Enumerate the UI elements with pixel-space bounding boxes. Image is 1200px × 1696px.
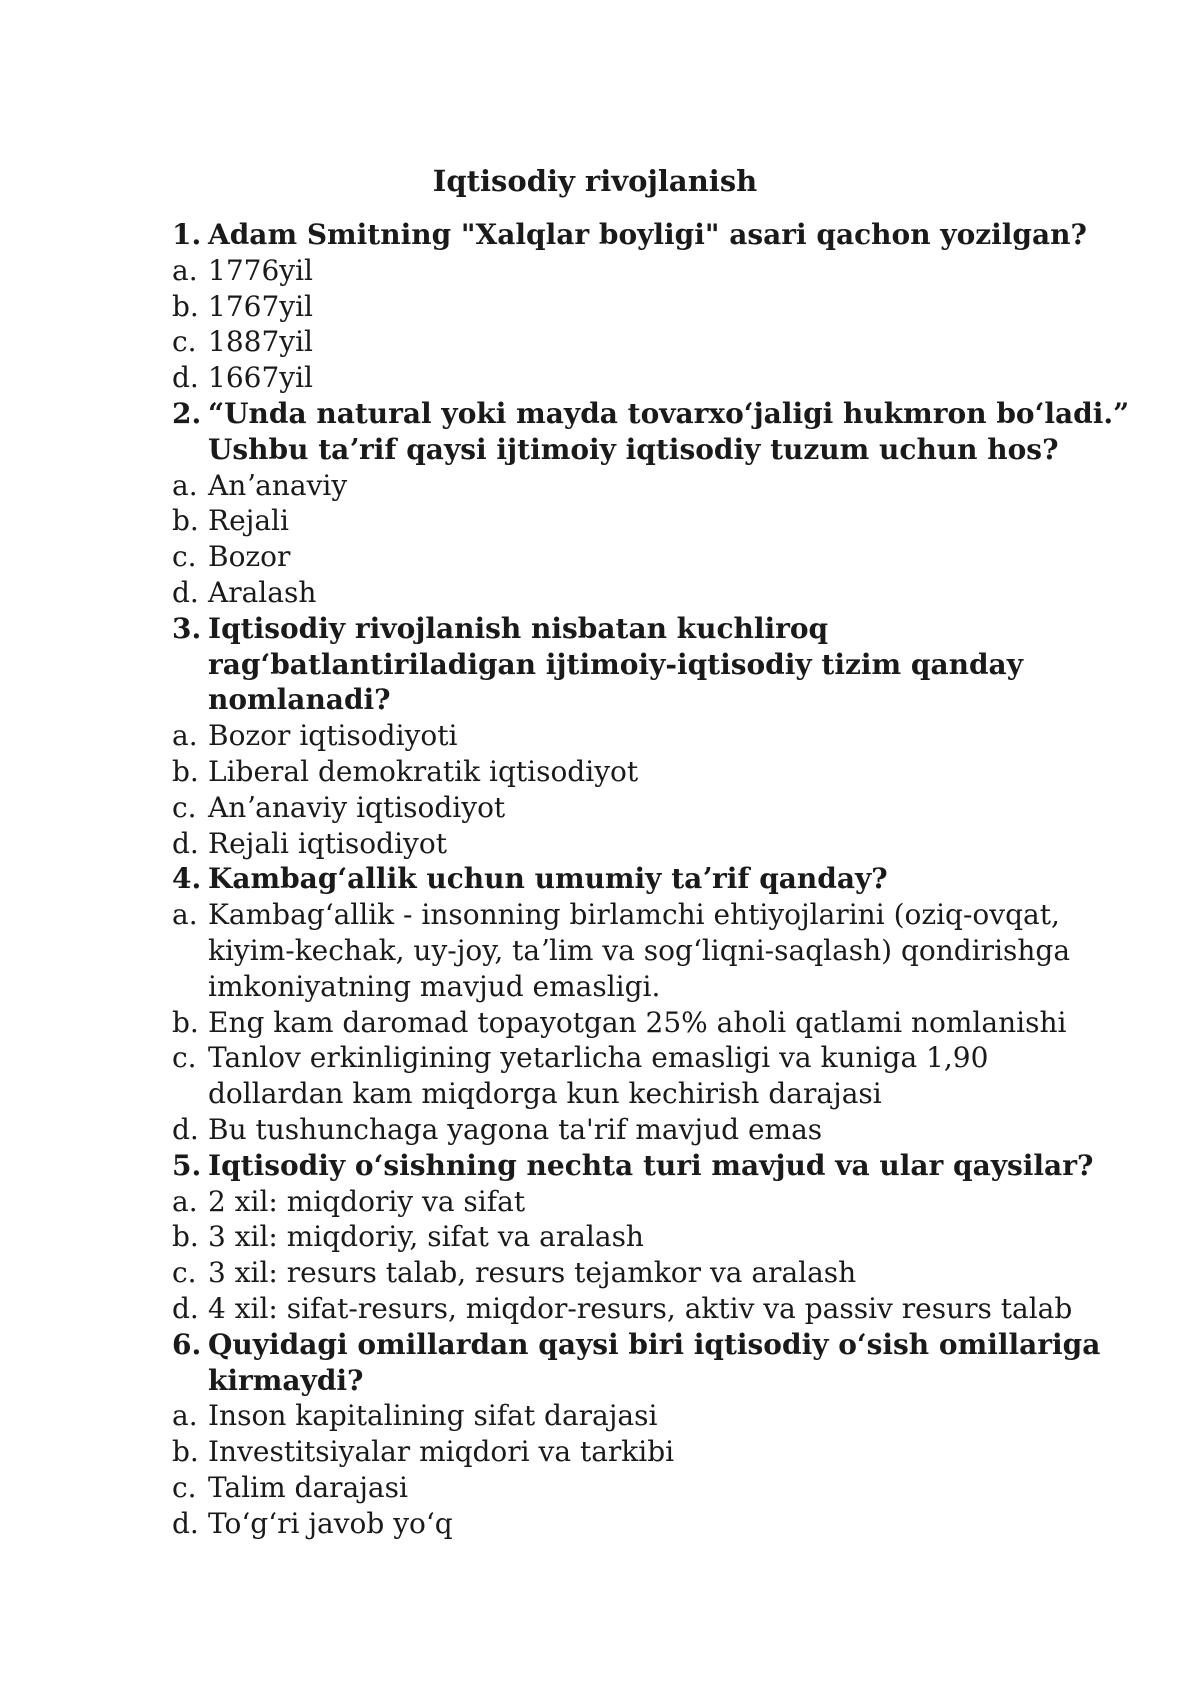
answer-option	[172, 1398, 1132, 1434]
question-list	[172, 217, 1132, 1541]
answer-option	[172, 1291, 1132, 1327]
answer-option	[172, 468, 1132, 504]
question-number: 4.	[172, 862, 202, 896]
option-letter: d.	[172, 826, 199, 860]
option-letter: a.	[172, 898, 198, 932]
option-letter: c.	[172, 325, 197, 359]
option-text: Bu tushunchaga yagona ta'rif mavjud emas	[208, 1112, 823, 1146]
question-text: Quyidagi omillardan qaysi biri iqtisodiy oʻsish omillariga kirmaydi?	[208, 1327, 1101, 1397]
answer-option	[172, 1112, 1132, 1148]
option-text: 1667yil	[208, 361, 313, 395]
option-text: Kambagʻallik - insonning birlamchi ehtiyojlarini (oziq-ovqat, kiyim-kechak, uy-joy, taʼlim va sogʻliqni-saqlash) qondirishga imkoniyatning mavjud emasligi.	[208, 898, 1071, 1003]
option-text: Toʻgʻri javob yoʻq	[208, 1506, 453, 1540]
option-text: 3 xil: miqdoriy, sifat va aralash	[208, 1220, 644, 1254]
answer-option	[172, 790, 1132, 826]
answer-option	[172, 1255, 1132, 1291]
option-text: Rejali iqtisodiyot	[208, 826, 447, 860]
question-6	[172, 1327, 1132, 1399]
question-text: Kambagʻallik uchun umumiy taʼrif qanday?	[208, 862, 888, 896]
answer-option	[172, 324, 1132, 360]
question-2	[172, 396, 1132, 468]
option-text: 2 xil: miqdoriy va sifat	[208, 1184, 526, 1218]
answer-option	[172, 575, 1132, 611]
option-letter: c.	[172, 1470, 197, 1504]
question-number: 6.	[172, 1327, 202, 1361]
option-text: Bozor iqtisodiyoti	[208, 719, 458, 753]
option-letter: a.	[172, 1184, 198, 1218]
option-letter: d.	[172, 575, 199, 609]
answer-option	[172, 897, 1132, 1004]
option-letter: d.	[172, 361, 199, 395]
option-text: Tanlov erkinligining yetarlicha emasligi va kuniga 1,90 dollardan kam miqdorga kun kechirish darajasi	[208, 1041, 989, 1111]
answer-option	[172, 718, 1132, 754]
page-title: Iqtisodiy rivojlanish	[432, 164, 758, 198]
question-1	[172, 217, 1132, 253]
answer-option	[172, 754, 1132, 790]
answer-option	[172, 1506, 1132, 1542]
option-text: Talim darajasi	[208, 1470, 408, 1504]
option-text: Anʼanaviy	[208, 468, 348, 502]
option-letter: d.	[172, 1506, 199, 1540]
option-letter: d.	[172, 1112, 199, 1146]
question-number: 2.	[172, 396, 202, 430]
option-text: Eng kam daromad topayotgan 25% aholi qatlami nomlanishi	[208, 1005, 1067, 1039]
answer-option	[172, 1434, 1132, 1470]
option-letter: b.	[172, 504, 199, 538]
option-letter: a.	[172, 468, 198, 502]
answer-option	[172, 289, 1132, 325]
option-letter: b.	[172, 1220, 199, 1254]
question-number: 3.	[172, 611, 202, 645]
option-letter: c.	[172, 1041, 197, 1075]
option-letter: b.	[172, 754, 199, 788]
answer-option	[172, 360, 1132, 396]
question-number: 5.	[172, 1148, 202, 1182]
question-text: Adam Smitning "Xalqlar boyligi" asari qachon yozilgan?	[208, 218, 1087, 251]
option-letter: a.	[172, 1399, 198, 1433]
answer-option	[172, 1184, 1132, 1220]
option-letter: b.	[172, 1005, 199, 1039]
answer-option	[172, 503, 1132, 539]
option-letter: c.	[172, 1256, 197, 1290]
option-text: 3 xil: resurs talab, resurs tejamkor va aralash	[208, 1256, 857, 1290]
option-text: Liberal demokratik iqtisodiyot	[208, 754, 639, 788]
question-number: 1.	[172, 218, 202, 251]
option-letter: d.	[172, 1291, 199, 1325]
question-text: Iqtisodiy oʻsishning nechta turi mavjud va ular qaysilar?	[208, 1148, 1094, 1182]
option-letter: b.	[172, 289, 199, 323]
answer-option	[172, 1470, 1132, 1506]
option-text: Aralash	[208, 575, 317, 609]
answer-option	[172, 1219, 1132, 1255]
option-letter: c.	[172, 540, 197, 574]
option-text: Rejali	[208, 504, 289, 538]
option-letter: b.	[172, 1435, 199, 1469]
option-letter: c.	[172, 790, 197, 824]
option-text: 4 xil: sifat-resurs, miqdor-resurs, aktiv va passiv resurs talab	[208, 1291, 1073, 1325]
question-text: Iqtisodiy rivojlanish nisbatan kuchliroq ragʻbatlantiriladigan ijtimoiy-iqtisodiy tizim qanday nomlanadi?	[208, 611, 1023, 717]
option-text: 1887yil	[208, 325, 313, 359]
question-5	[172, 1148, 1132, 1184]
answer-option	[172, 539, 1132, 575]
answer-option	[172, 1040, 1132, 1112]
option-text: Bozor	[208, 540, 291, 574]
option-text: Investitsiyalar miqdori va tarkibi	[208, 1435, 675, 1469]
option-text: Inson kapitalining sifat darajasi	[208, 1399, 658, 1433]
option-text: 1767yil	[208, 289, 313, 323]
question-3	[172, 611, 1132, 718]
answer-option	[172, 253, 1132, 289]
question-text: “Unda natural yoki mayda tovarxoʻjaligi hukmron boʻladi.” Ushbu taʼrif qaysi ijtimoiy iqtisodiy tuzum uchun hos?	[208, 396, 1130, 466]
option-text: 1776yil	[208, 253, 313, 287]
option-letter: a.	[172, 719, 198, 753]
option-letter: a.	[172, 253, 198, 287]
question-4	[172, 861, 1132, 897]
answer-option	[172, 1005, 1132, 1041]
answer-option	[172, 826, 1132, 862]
option-text: Anʼanaviy iqtisodiyot	[208, 790, 506, 824]
